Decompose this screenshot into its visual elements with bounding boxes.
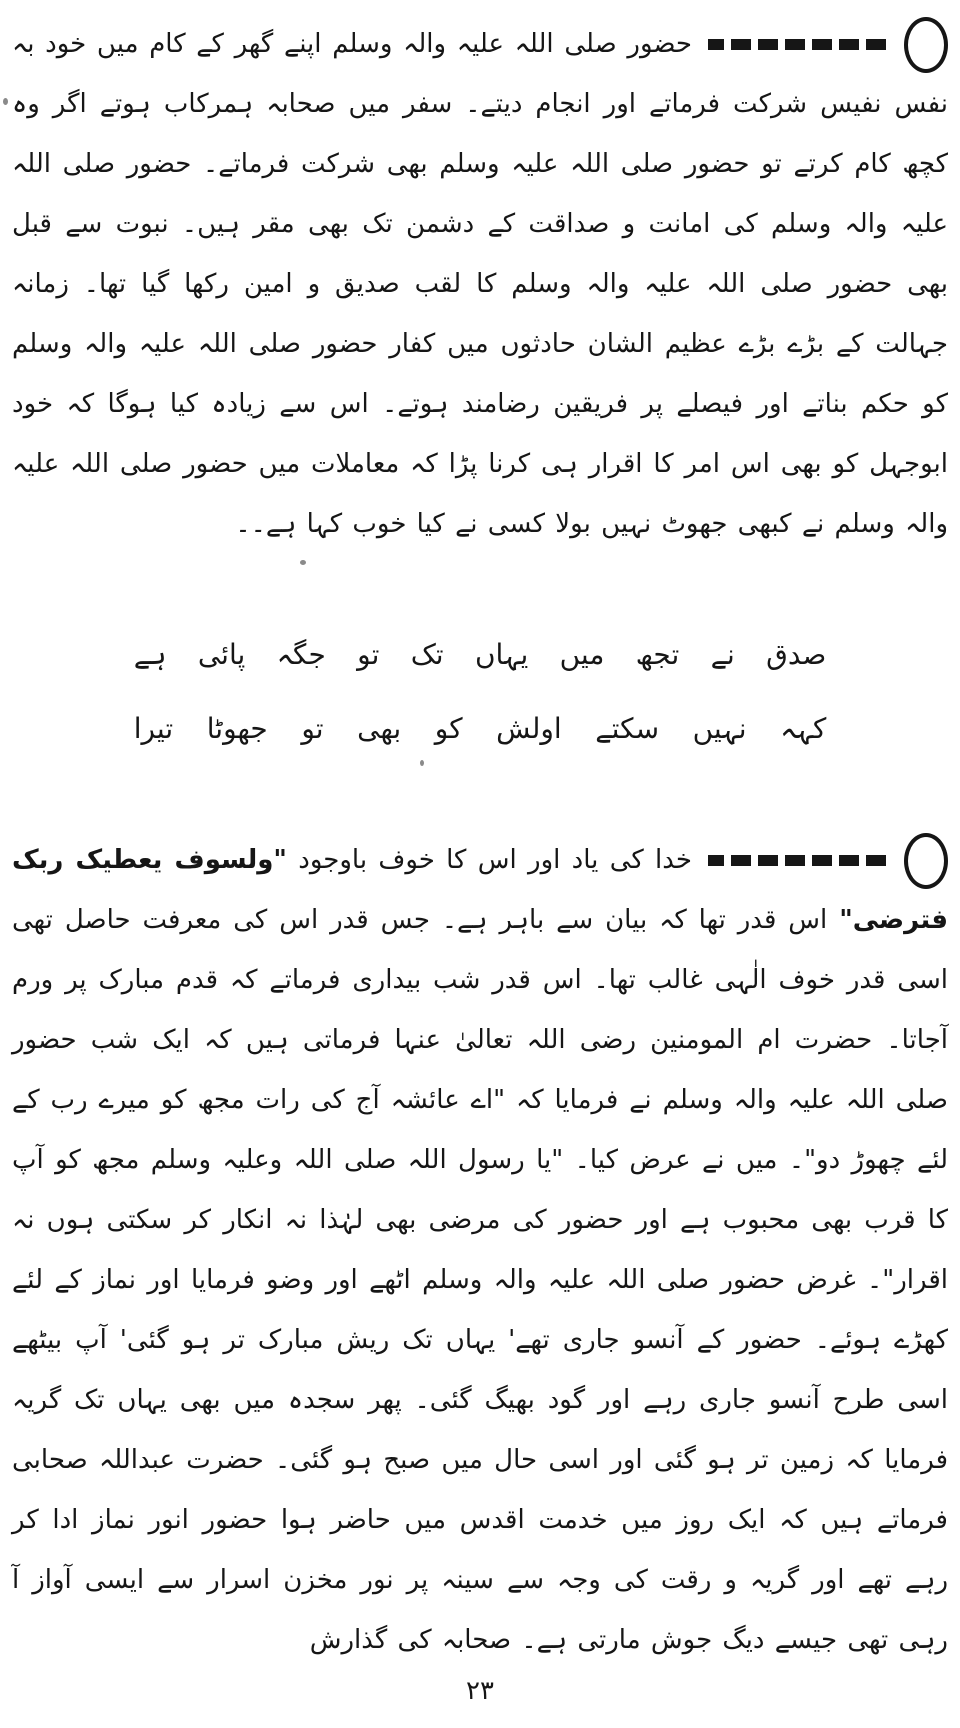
- paragraph-2-rest: اس قدر تھا کہ بیان سے باہر ہے۔ جس قدر اس کی معرفت حاصل تھی اسی قدر خوف الٰہی غالب تھا۔ اس قدر شب بیداری فرماتے کہ قدم مبارک پر ورم آجاتا۔ حضرت ام المومنین رضی اللہ تعالیٰ عنہا فرماتی ہیں کہ ایک شب حضور صلی اللہ علیہ والہ وسلم نے فرمایا کہ "اے عائشہ آج کی رات مجھ کو میرے رب کے لئے چھوڑ دو"۔ میں نے عرض کیا۔ "یا رسول اللہ صلی اللہ وعلیہ وسلم مجھ کو آپ کا قرب بھی محبوب ہے اور حضور کی مرضی بھی لہٰذا نہ انکار کر سکتی ہوں نہ اقرار"۔ غرض حضور صلی اللہ علیہ والہ وسلم اٹھے اور وضو فرمایا اور نماز کے لئے کھڑے ہوئے۔ حضور کے آنسو جاری تھے' یہاں تک ریش مبارک تر ہو گئی' آپ بیٹھے اسی طرح آنسو جاری رہے اور گود بھیگ گئی۔ پھر سجدہ میں بھی یہاں تک گریہ فرمایا کہ زمین تر ہو گئی اور اسی حال میں صبح ہو گئی۔ حضرت عبداللہ صحابی فرماتے ہیں کہ ایک روز میں خدمت اقدس میں حاضر ہوا حضور انور نماز ادا کر رہے تھے اور گریہ و رقت کی وجہ سے سینہ پر نور مخزن اسرار سے ایسی آواز آ رہی تھی جیسے دیگ جوش مارتی ہے۔ صحابہ کی گذارش: [12, 905, 948, 1655]
- section-marker-1: [692, 29, 948, 59]
- hollow-circle-icon: [904, 833, 948, 889]
- verse-line-1: صدق نے تجھ میں یہاں تک تو جگہ پائی ہے: [133, 638, 827, 671]
- quran-quote: "ولسوف یعطیک ربک فترضی": [12, 845, 948, 935]
- section-marker-2: [692, 845, 948, 875]
- scan-speck: [420, 760, 424, 766]
- scan-speck: [3, 98, 8, 105]
- couplet: [134, 618, 827, 766]
- hollow-circle-icon: [904, 17, 948, 73]
- verse-line-2: کہہ نہیں سکتے اولش کو بھی تو جھوٹا تیرا: [133, 712, 827, 745]
- dash-line-icon: [708, 855, 886, 866]
- paragraph-1-text: حضور صلی اللہ علیہ والہ وسلم اپنے گھر کے کام میں خود بہ نفس نفیس شرکت فرماتے اور انجام دیتے۔ سفر میں صحابہ ہمرکاب ہوتے اگر وہ کچھ کام کرتے تو حضور صلی اللہ علیہ وسلم بھی شرکت فرماتے۔ حضور صلی اللہ علیہ والہ وسلم کی امانت و صداقت کے دشمن تک بھی مقر ہیں۔ نبوت سے قبل بھی حضور صلی اللہ علیہ والہ وسلم کا لقب صدیق و امین رکھا گیا تھا۔ زمانہ جہالت کے بڑے بڑے عظیم الشان حادثوں میں کفار حضور صلی اللہ علیہ والہ وسلم کو حکم بناتے اور فیصلے پر فریقین رضامند ہوتے۔ اس سے زیادہ کیا ہوگا کہ خود ابوجہل کو بھی اس امر کا اقرار ہی کرنا پڑا کہ معاملات میں حضور صلی اللہ علیہ والہ وسلم نے کبھی جھوٹ نہیں بولا کسی نے کیا خوب کہا ہے۔۔: [12, 29, 948, 539]
- paragraph-2: [12, 830, 948, 1670]
- dash-line-icon: [708, 39, 886, 50]
- page-number: ۲۳: [466, 1676, 494, 1706]
- paragraph-1: [12, 14, 948, 554]
- scan-speck: [300, 560, 306, 565]
- paragraph-2-lead: خدا کی یاد اور اس کا خوف باوجود: [286, 845, 692, 875]
